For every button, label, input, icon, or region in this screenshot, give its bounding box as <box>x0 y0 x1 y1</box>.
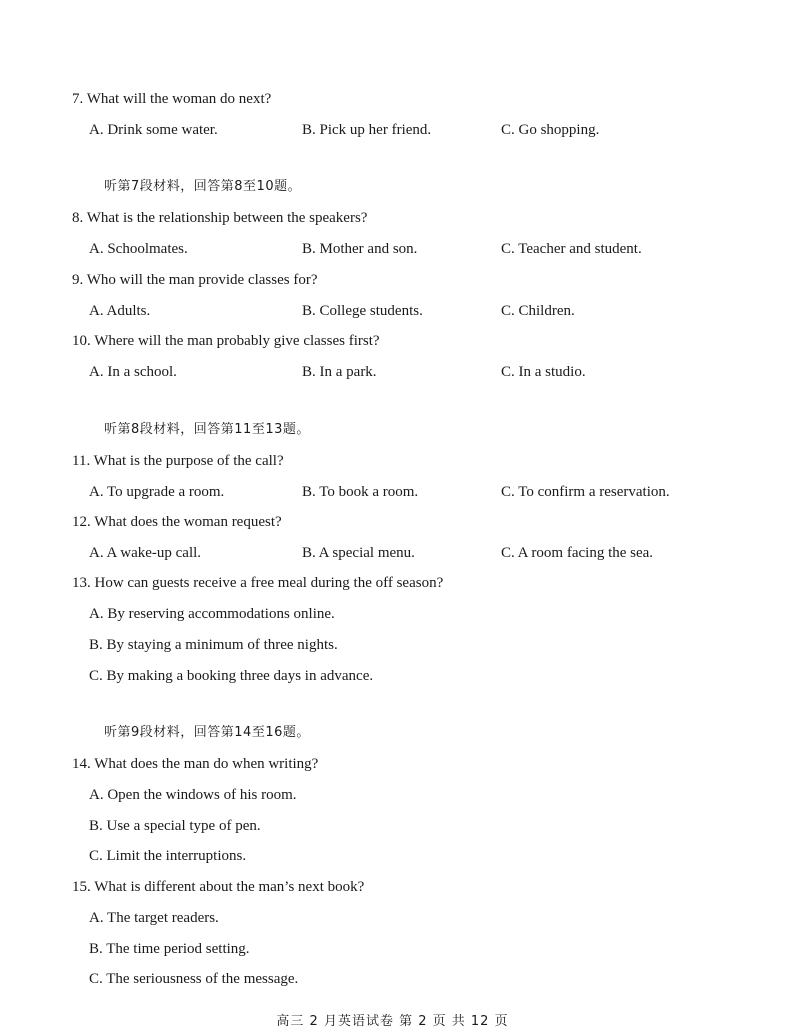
question-9-option-a: A. Adults. <box>89 303 151 319</box>
question-7-option-c: C. Go shopping. <box>501 122 600 138</box>
question-10: 10. Where will the man probably give classes first? <box>72 333 380 349</box>
question-14: 14. What does the man do when writing? <box>72 756 319 772</box>
question-15: 15. What is different about the man’s next book? <box>72 879 365 895</box>
question-12-option-b: B. A special menu. <box>302 545 415 561</box>
question-12-option-c: C. A room facing the sea. <box>501 545 654 561</box>
question-8: 8. What is the relationship between the speakers? <box>72 210 368 226</box>
question-9: 9. Who will the man provide classes for? <box>72 272 318 288</box>
question-12: 12. What does the woman request? <box>72 514 282 530</box>
question-10-option-b: B. In a park. <box>302 364 377 380</box>
question-11: 11. What is the purpose of the call? <box>72 453 284 469</box>
question-15-option-a: A. The target readers. <box>89 910 219 926</box>
question-14-option-a: A. Open the windows of his room. <box>89 787 297 803</box>
section-heading-11-13: 听第8段材料，回答第11至13题。 <box>104 422 310 437</box>
question-13-option-a: A. By reserving accommodations online. <box>89 606 335 622</box>
question-14-option-b: B. Use a special type of pen. <box>89 818 261 834</box>
question-11-option-b: B. To book a room. <box>302 484 419 500</box>
question-13-option-b: B. By staying a minimum of three nights. <box>89 637 338 653</box>
question-15-option-b: B. The time period setting. <box>89 941 250 957</box>
page-footer: 高三 2 月英语试卷 第 2 页 共 12 页 <box>276 1014 509 1029</box>
question-10-option-a: A. In a school. <box>89 364 177 380</box>
question-11-option-a: A. To upgrade a room. <box>89 484 225 500</box>
section-heading-8-10: 听第7段材料，回答第8至10题。 <box>104 179 302 194</box>
question-7: 7. What will the woman do next? <box>72 91 272 107</box>
question-8-option-a: A. Schoolmates. <box>89 241 188 257</box>
question-15-option-c: C. The seriousness of the message. <box>89 971 299 987</box>
section-heading-14-16: 听第9段材料，回答第14至16题。 <box>104 725 310 740</box>
question-13: 13. How can guests receive a free meal during the off season? <box>72 575 444 591</box>
question-7-option-a: A. Drink some water. <box>89 122 218 138</box>
question-11-option-c: C. To confirm a reservation. <box>501 484 670 500</box>
question-10-option-c: C. In a studio. <box>501 364 586 380</box>
question-9-option-c: C. Children. <box>501 303 575 319</box>
question-12-option-a: A. A wake-up call. <box>89 545 202 561</box>
question-13-option-c: C. By making a booking three days in advance. <box>89 668 374 684</box>
question-8-option-c: C. Teacher and student. <box>501 241 642 257</box>
question-14-option-c: C. Limit the interruptions. <box>89 848 247 864</box>
question-8-option-b: B. Mother and son. <box>302 241 418 257</box>
question-7-option-b: B. Pick up her friend. <box>302 122 432 138</box>
question-9-option-b: B. College students. <box>302 303 423 319</box>
